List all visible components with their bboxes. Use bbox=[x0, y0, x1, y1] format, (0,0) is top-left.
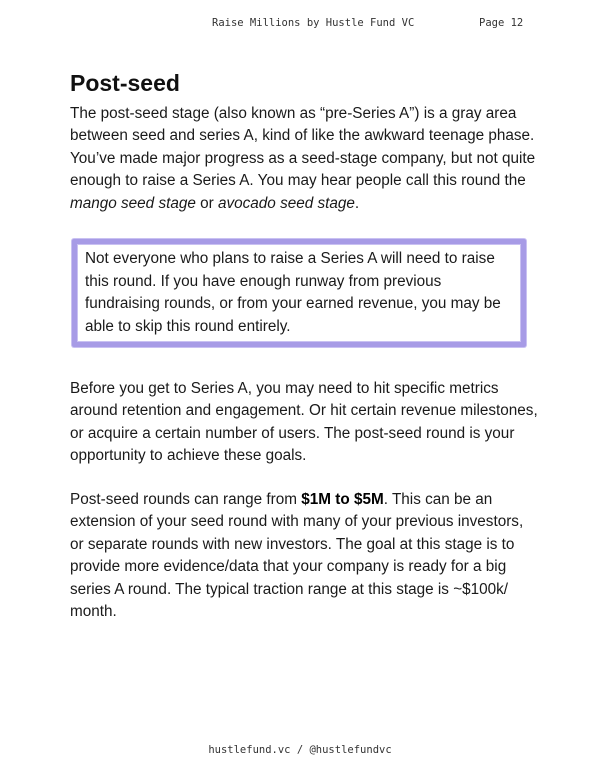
callout-text: Not everyone who plans to raise a Series A will need to raise this round. If you have enough runway from previous fundraising rounds, or from your earned revenue, you may be able to skip this round entirely. bbox=[85, 250, 501, 335]
mango-seed-term: mango seed stage bbox=[70, 194, 196, 212]
intro-end: . bbox=[354, 194, 360, 212]
avocado-seed-term: avocado seed stage bbox=[217, 194, 355, 212]
intro-joiner: or bbox=[195, 194, 218, 212]
metrics-paragraph: Before you get to Series A, you may need to hit specific metrics around retention and engagement. Or hit certain revenue milestones, or acquire a certain number of users. The post-seed round is your opportunity to achieve these goals. bbox=[70, 380, 538, 465]
callout-box bbox=[72, 239, 526, 347]
range-paragraph bbox=[70, 489, 540, 623]
range-text-before: Post-seed rounds can range from bbox=[70, 491, 302, 508]
page-header bbox=[0, 17, 600, 33]
range-text-after: . This can be an extension of your seed round with many of your previous investors, or separate rounds with new investors. The goal at this stage is to provide more evidence/data that your company is ready for a big series A round. The typical traction range at this stage is ~$100k/ month. bbox=[70, 491, 524, 621]
page-footer: hustlefund.vc / @hustlefundvc bbox=[208, 744, 392, 756]
range-amount: $1M to $5M bbox=[301, 491, 384, 508]
intro-paragraph bbox=[70, 103, 540, 215]
section-heading: Post-seed bbox=[70, 70, 180, 96]
page-number: Page 12 bbox=[479, 17, 524, 29]
document-title: Raise Millions by Hustle Fund VC bbox=[212, 17, 415, 29]
intro-text: The post-seed stage (also known as “pre-Series A”) is a gray area between seed and series A, kind of like the awkward teenage phase. You’ve made major progress as a seed-stage company, but not quite enough to raise a Series A. You may hear people call this round the bbox=[70, 105, 536, 190]
